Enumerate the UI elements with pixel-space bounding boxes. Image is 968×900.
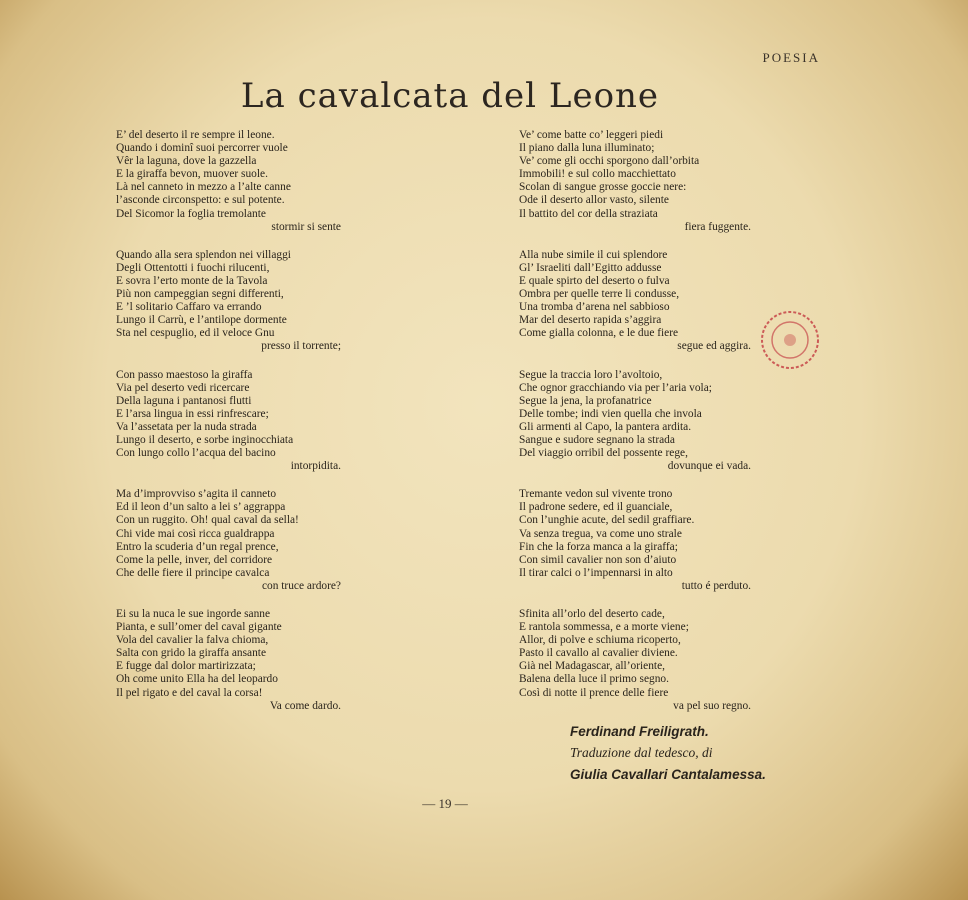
stanza [116, 608, 361, 713]
verse-line: presso il torrente; [261, 340, 341, 353]
verse-line: Il padrone sedere, ed il guanciale, [519, 501, 673, 514]
verse-line: Ma d’improvviso s’agita il canneto [116, 488, 277, 501]
verse-line: Del Sicomor la foglia tremolante [116, 207, 266, 220]
library-stamp-icon [758, 308, 822, 372]
verse-line: Ode il deserto allor vasto, silente [519, 194, 669, 207]
verse-line: Scolan di sangue grosse goccie nere: [519, 181, 687, 194]
verse-line: intorpidita. [290, 460, 341, 473]
verse-line: Che delle fiere il principe cavalca [116, 566, 270, 579]
verse-line: Va senza tregua, va come uno strale [519, 527, 682, 540]
verse-line: Alla nube simile il cui splendore [519, 248, 668, 261]
verse-line: Quando alla sera splendon nei villaggi [116, 248, 291, 261]
verse-line: Come gialla colonna, e le due fiere [519, 327, 679, 340]
verse-line: Della laguna i pantanosi flutti [116, 394, 252, 407]
verse-line: segue ed aggira. [677, 340, 751, 353]
verse-line: con truce ardore? [261, 579, 341, 592]
verse-line: Lungo il Carrù, e l’antilope dormente [116, 314, 287, 327]
verse-line: Che ognor gracchiando via per l’aria vola; [519, 381, 712, 394]
verse-line: Ve’ come gli occhi sporgono dall’orbita [519, 155, 700, 168]
verse-line: Mar del deserto rapida s’aggira [519, 314, 662, 327]
verse-line: Va come dardo. [269, 699, 341, 712]
verse-line: Con passo maestoso la giraffa [116, 368, 253, 381]
verse-line: Va l’assetata per la nuda strada [116, 420, 257, 433]
verse-line: E fugge dal dolor martirizzata; [116, 660, 256, 673]
verse-line: E la giraffa bevon, muover suole. [116, 168, 268, 181]
verse-line: Lungo il deserto, e sorbe inginocchiata [116, 433, 294, 446]
verse-line: Oh come unito Ella ha del leopardo [116, 673, 278, 686]
verse-line: Sta nel cespuglio, ed il veloce Gnu [116, 327, 275, 340]
verse-line: Immobili! e sul collo macchiettato [519, 168, 676, 181]
verse-line: Ve’ come batte co’ leggeri piedi [519, 129, 664, 141]
stanza [519, 608, 769, 713]
verse-line: E’ del deserto il re sempre il leone. [116, 129, 275, 141]
translator-name: Giulia Cavallari Cantalamessa. [570, 767, 766, 782]
verse-line: Entro la scuderia d’un regal prence, [116, 540, 279, 553]
verse-line: Con simil cavalier non son d’aiuto [519, 553, 677, 566]
verse-line: fiera fuggente. [684, 220, 751, 233]
poem-column-right [519, 129, 769, 728]
verse-line: Vola del cavalier la falva chioma, [116, 634, 269, 647]
verse-line: E l’arsa lingua in essi rinfrescare; [116, 407, 269, 420]
verse-line: Il battito del cor della straziata [519, 207, 658, 220]
verse-line: Come la pelle, inver, del corridore [116, 553, 273, 566]
verse-line: E sovra l’erto monte de la Tavola [116, 274, 268, 287]
verse-line: stormir si sente [271, 220, 341, 233]
verse-line: Il tirar calci o l’impennarsi in alto [519, 566, 673, 579]
verse-line: Con un ruggito. Oh! qual caval da sella! [116, 514, 299, 527]
verse-line: Più non campeggian segni differenti, [116, 288, 284, 301]
stanza [116, 129, 361, 234]
verse-line: l’asconde circonspetto: e sul potente. [116, 194, 285, 207]
verse-line: Ei su la nuca le sue ingorde sanne [116, 608, 271, 620]
verse-line: Vêr la laguna, dove la gazzella [116, 155, 257, 168]
verse-line: Pianta, e sull’omer del caval gigante [116, 621, 282, 634]
verse-line: Fin che la forza manca a la giraffa; [519, 540, 678, 553]
verse-line: Quando i dominî suoi percorrer vuole [116, 142, 288, 155]
stanza [519, 369, 769, 474]
verse-line: Già nel Madagascar, all’oriente, [519, 660, 665, 673]
verse-line: dovunque ei vada. [667, 460, 751, 473]
verse-line: va pel suo regno. [673, 699, 751, 712]
verse-line: Il piano dalla luna illuminato; [519, 142, 655, 155]
verse-line: Pasto il cavallo al cavalier diviene. [519, 647, 678, 660]
verse-line: Via pel deserto vedi ricercare [116, 381, 250, 394]
stanza [116, 369, 361, 474]
stanza [116, 249, 361, 354]
verse-line: Gli armenti al Capo, la pantera ardita. [519, 420, 692, 433]
verse-line: Del viaggio orribil del possente rege, [519, 447, 688, 460]
verse-line: Balena della luce il primo segno. [519, 673, 669, 686]
verse-line: Degli Ottentotti i fuochi rilucenti, [116, 261, 270, 274]
verse-line: Allor, di polve e schiuma ricoperto, [519, 634, 681, 647]
verse-line: Delle tombe; indi vien quella che invola [519, 407, 702, 420]
translation-note: Traduzione dal tedesco, di [570, 745, 713, 760]
poem-title: La cavalcata del Leone [240, 76, 660, 116]
stanza [519, 249, 769, 354]
verse-line: Il pel rigato e del caval la corsa! [116, 686, 263, 699]
author-name: Ferdinand Freiligrath. [570, 724, 709, 739]
verse-line: tutto é perduto. [681, 579, 751, 592]
poem-column-left [116, 129, 361, 728]
signature-block [570, 724, 766, 782]
verse-line: Con lungo collo l’acqua del bacino [116, 447, 276, 460]
verse-line: E rantola sommessa, e a morte viene; [519, 621, 689, 634]
section-label: POESIA [762, 50, 820, 65]
verse-line: Gl’ Israeliti dall’Egitto addusse [519, 261, 662, 274]
verse-line: Ombra per quelle terre li condusse, [519, 288, 680, 301]
verse-line: Sangue e sudore segnano la strada [519, 433, 675, 446]
verse-line: Tremante vedon sul vivente trono [519, 488, 673, 501]
verse-line: Sfinita all’orlo del deserto cade, [519, 608, 665, 620]
verse-line: Una tromba d’arena nel sabbioso [519, 301, 670, 314]
verse-line: E ’l solitario Caffaro va errando [116, 301, 262, 314]
stanza [116, 488, 361, 593]
verse-line: Con l’unghie acute, del sedil graffiare. [519, 514, 695, 527]
page-number: — 19 — [422, 796, 468, 811]
verse-line: Segue la jena, la profanatrice [519, 394, 652, 407]
verse-line: Chi vide mai così ricca gualdrappa [116, 527, 275, 540]
verse-line: Salta con grido la giraffa ansante [116, 647, 267, 660]
verse-line: Ed il leon d’un salto a lei s’ aggrappa [116, 501, 286, 514]
stanza [519, 488, 769, 593]
verse-line: E quale spirto del deserto o fulva [519, 274, 670, 287]
verse-line: Là nel canneto in mezzo a l’alte canne [116, 181, 291, 194]
verse-line: Segue la traccia loro l’avoltoio, [519, 368, 663, 381]
stanza [519, 129, 769, 234]
verse-line: Così di notte il prence delle fiere [519, 686, 669, 699]
